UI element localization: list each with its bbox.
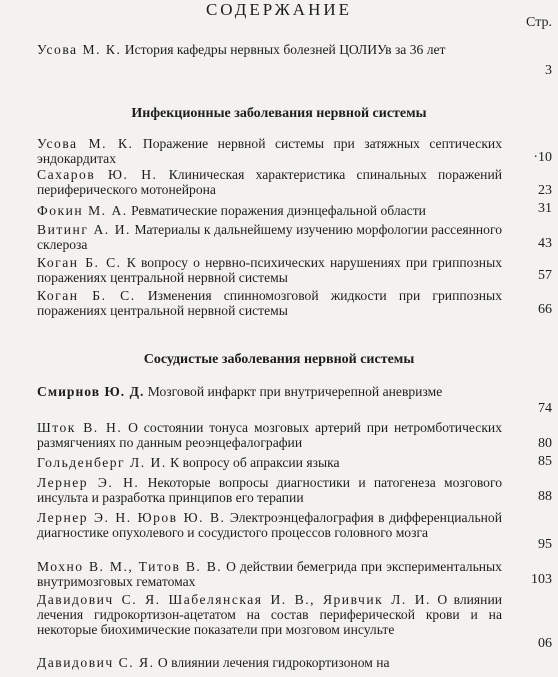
entry-page-number: 85 xyxy=(538,454,552,469)
entry-author: Фокин М. А. xyxy=(37,203,128,218)
toc-entry xyxy=(37,288,502,318)
toc-entry xyxy=(37,475,502,505)
entry-text: История кафедры нервных болезней ЦОЛИУв за 36 лет xyxy=(124,42,446,57)
toc-entry xyxy=(37,420,502,450)
entry-page-number: 66 xyxy=(538,302,552,317)
entry-page-number: 80 xyxy=(538,436,552,451)
entry-page-number: 31 xyxy=(538,201,552,216)
toc-entry xyxy=(37,136,502,166)
entry-page-number: 95 xyxy=(538,537,552,552)
entry-text: Материалы к дальнейшему изучению морфологии рассеянного склероза xyxy=(37,222,502,252)
entry-page-number: 23 xyxy=(538,183,552,198)
entry-author: Шток В. Н. xyxy=(37,420,123,435)
entry-text: Мозговой инфаркт при внутричерепной аневризме xyxy=(147,384,443,399)
entry-author: Смирнов Ю. Д. xyxy=(37,384,145,399)
page-title: СОДЕРЖАНИЕ xyxy=(205,0,353,19)
entry-author: Мохно В. М., Титов В. В. xyxy=(37,559,223,574)
toc-entry xyxy=(37,167,502,197)
section-heading: Инфекционные заболевания нервной системы xyxy=(131,106,427,121)
toc-entry xyxy=(37,592,502,637)
entry-author: Гольденберг Л. И. xyxy=(37,455,167,470)
entry-text: Клиническая характеристика спинальных поражений периферического мотонейрона xyxy=(37,167,503,197)
entry-text: О влиянии лечения гидрокортизон-ацетатом на состав периферической крови и на некоторые биохимические показатели при мозговом инсульте xyxy=(37,592,503,637)
toc-entry xyxy=(37,655,502,670)
entry-page-number: 74 xyxy=(538,401,552,416)
entry-page-number: ·10 xyxy=(533,150,552,165)
toc-entry xyxy=(37,510,502,540)
entry-text: О состоянии тонуса мозговых артерий при нетромботических размягчениях по данным реоэнцефалографии xyxy=(37,420,502,450)
entry-author: Лернер Э. Н. xyxy=(37,475,140,490)
entry-text: Некоторые вопросы диагностики и патогенеза мозгового инсульта и разработка принципов его терапии xyxy=(37,475,503,505)
toc-entry xyxy=(37,255,502,285)
section-heading: Сосудистые заболевания нервной системы xyxy=(143,352,415,367)
entry-text: К вопросу о нервно-психических нарушениях при гриппозных поражениях центральной нервной системы xyxy=(37,255,503,285)
entry-author: Коган Б. С. xyxy=(37,255,122,270)
entry-text: О действии бемегрида при экспериментальных внутримозговых гематомах xyxy=(37,559,502,589)
entry-page-number: 103 xyxy=(531,572,552,587)
entry-author: Сахаров Ю. Н. xyxy=(37,167,158,182)
entry-author: Усова М. К. xyxy=(37,136,134,151)
entry-page-number: 43 xyxy=(538,236,552,251)
toc-entry xyxy=(37,455,502,470)
entry-text: Поражение нервной системы при затяжных септических эндокардитах xyxy=(37,136,502,166)
page-column-header: Стр. xyxy=(526,15,552,30)
entry-page-number: 06 xyxy=(538,636,552,651)
entry-text: О влиянии лечения гидрокортизоном на xyxy=(157,655,390,670)
entry-page-number: 88 xyxy=(538,489,552,504)
entry-author: Давидович С. Я. xyxy=(37,655,155,670)
entry-text: К вопросу об апраксии языка xyxy=(170,455,340,470)
entry-text: Ревматические поражения диэнцефальной области xyxy=(131,203,426,218)
entry-text: Электроэнцефалография в дифференциальной диагностике опухолевого и сосудистого процессов головного мозга xyxy=(37,510,502,540)
toc-entry xyxy=(37,42,502,57)
entry-author: Лернер Э. Н. Юров Ю. В. xyxy=(37,510,226,525)
entry-author: Коган Б. С. xyxy=(37,288,136,303)
entry-page-number: 3 xyxy=(545,63,552,78)
entry-page-number: 57 xyxy=(538,268,552,283)
toc-entry xyxy=(37,222,502,252)
entry-author: Усова М. К. xyxy=(37,42,122,57)
entry-text: Изменения спинномозговой жидкости при гриппозных поражениях центральной нервной системы xyxy=(37,288,502,318)
toc-entry xyxy=(37,203,502,218)
toc-entry xyxy=(37,384,502,399)
entry-author: Витинг А. И. xyxy=(37,222,131,237)
entry-author: Давидович С. Я. Шабелянская И. В., Яривчик Л. И. xyxy=(37,592,431,607)
toc-entry xyxy=(37,559,502,589)
